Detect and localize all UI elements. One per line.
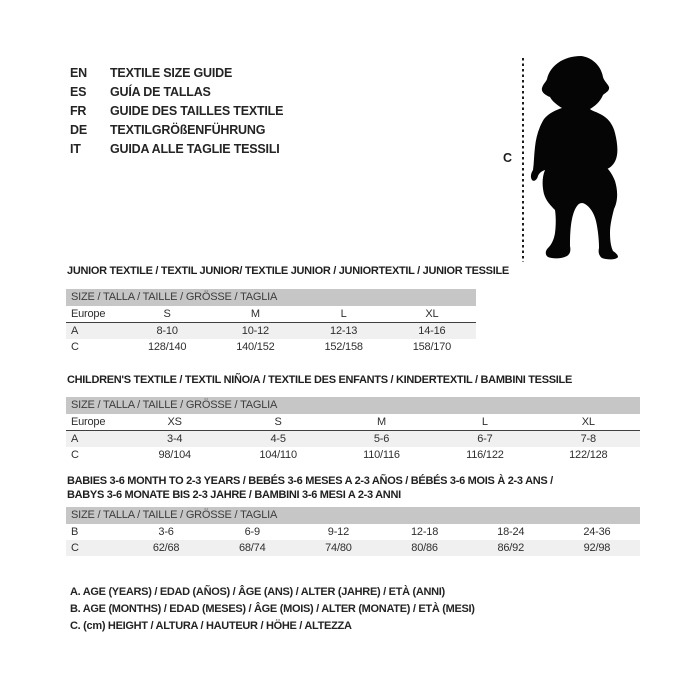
column-header-size: XS (167, 416, 182, 428)
language-code: IT (70, 141, 81, 156)
row-label: A (71, 433, 79, 445)
table-header-row (66, 306, 476, 323)
column-header-size: L (481, 416, 488, 428)
section-title-children: CHILDREN'S TEXTILE / TEXTIL NIÑO/A / TEXTILE DES ENFANTS / KINDERTEXTIL / BAMBINI TESSILE (67, 374, 572, 386)
table-row-height (66, 339, 476, 355)
table-cell: 140/152 (236, 341, 275, 353)
language-row-es (70, 82, 283, 101)
section-title-babies-line1: BABIES 3-6 MONTH TO 2-3 YEARS / BEBÉS 3-6 MESES A 2-3 AÑOS / BÉBÉS 3-6 MOIS À 2-3 ANS / (67, 475, 553, 487)
note-age-months: B. AGE (MONTHS) / EDAD (MESES) / ÂGE (MOIS) / ALTER (MONATE) / ETÀ (MESI) (70, 603, 475, 615)
column-header-size: S (274, 416, 282, 428)
table-row-height (66, 540, 640, 556)
table-cell: 122/128 (569, 449, 608, 461)
language-row-de (70, 120, 283, 139)
legend-notes (70, 586, 475, 637)
column-header-size: XL (425, 308, 439, 320)
table-cell: 62/68 (152, 542, 180, 554)
table-cell: 14-16 (418, 325, 446, 337)
children-size-table (66, 397, 640, 463)
table-header-row (66, 414, 640, 431)
language-code: FR (70, 103, 87, 118)
note-height-cm: C. (cm) HEIGHT / ALTURA / HAUTEUR / HÖHE / ALTEZZA (70, 620, 352, 632)
height-measure-dotted-line (522, 58, 524, 262)
baby-silhouette-image (529, 55, 621, 260)
table-row-age-months (66, 524, 640, 540)
table-cell: 104/110 (259, 449, 297, 461)
table-cell: 12-13 (330, 325, 358, 337)
table-row-age (66, 323, 476, 339)
table-cell: 4-5 (270, 433, 286, 445)
column-header-size: XL (581, 416, 595, 428)
language-code: DE (70, 122, 87, 137)
table-cell: 6-7 (477, 433, 493, 445)
column-header-size: S (163, 308, 171, 320)
language-row-fr (70, 101, 283, 120)
table-cell: 3-4 (167, 433, 183, 445)
table-cell: 6-9 (244, 526, 260, 538)
table-cell: 80/86 (411, 542, 438, 554)
table-cell: 128/140 (147, 341, 187, 353)
table-cell: 116/122 (466, 449, 504, 461)
row-label: B (71, 526, 79, 538)
table-cell: 86/92 (497, 542, 524, 554)
column-header-europe: Europe (71, 308, 106, 320)
language-label: GUIDA ALLE TAGLIE TESSILI (110, 141, 280, 156)
table-cell: 7-8 (580, 433, 596, 445)
language-row-en (70, 63, 283, 82)
table-cell: 9-12 (327, 526, 350, 538)
table-cell: 98/104 (158, 449, 191, 461)
language-code: ES (70, 84, 87, 99)
table-cell: 5-6 (373, 433, 390, 445)
row-label: A (71, 325, 79, 337)
table-cell: 10-12 (241, 325, 269, 337)
language-label: TEXTILGRÖßENFÜHRUNG (110, 122, 266, 137)
language-row-it (70, 139, 283, 158)
section-title-babies-line2: BABYS 3-6 MONATE BIS 2-3 JAHRE / BAMBINI 3-6 MESI A 2-3 ANNI (67, 489, 401, 501)
language-code: EN (70, 65, 87, 80)
table-cell: 68/74 (238, 542, 266, 554)
size-header-bar: SIZE / TALLA / TAILLE / GRÖSSE / TAGLIA (66, 507, 640, 524)
size-header-bar: SIZE / TALLA / TAILLE / GRÖSSE / TAGLIA (66, 289, 476, 306)
table-cell: 18-24 (497, 526, 525, 538)
table-cell: 3-6 (158, 526, 174, 538)
language-label: GUÍA DE TALLAS (110, 84, 211, 99)
language-label: TEXTILE SIZE GUIDE (110, 65, 233, 80)
column-header-europe: Europe (71, 416, 106, 428)
column-header-size: L (340, 308, 347, 320)
table-row-height (66, 447, 640, 463)
row-label: C (71, 449, 79, 461)
table-cell: 158/170 (412, 341, 452, 353)
table-cell: 74/80 (325, 542, 352, 554)
junior-size-table (66, 289, 476, 355)
table-row-age (66, 431, 640, 447)
table-cell: 24-36 (583, 526, 611, 538)
language-list (70, 63, 283, 158)
table-cell: 92/98 (583, 542, 611, 554)
language-label: GUIDE DES TAILLES TEXTILE (110, 103, 284, 118)
table-cell: 12-18 (411, 526, 439, 538)
section-title-junior: JUNIOR TEXTILE / TEXTIL JUNIOR/ TEXTILE JUNIOR / JUNIORTEXTIL / JUNIOR TESSILE (67, 265, 509, 277)
babies-size-table (66, 507, 640, 556)
figure-height-label: C (503, 151, 513, 165)
column-header-size: M (377, 416, 386, 428)
table-cell: 8-10 (156, 325, 178, 337)
row-label: C (71, 542, 79, 554)
row-label: C (71, 341, 79, 353)
column-header-size: M (250, 308, 260, 320)
size-header-bar: SIZE / TALLA / TAILLE / GRÖSSE / TAGLIA (66, 397, 640, 414)
table-cell: 110/116 (363, 449, 400, 461)
note-age-years: A. AGE (YEARS) / EDAD (AÑOS) / ÂGE (ANS) / ALTER (JAHRE) / ETÀ (ANNI) (70, 586, 445, 598)
table-cell: 152/158 (324, 341, 363, 353)
